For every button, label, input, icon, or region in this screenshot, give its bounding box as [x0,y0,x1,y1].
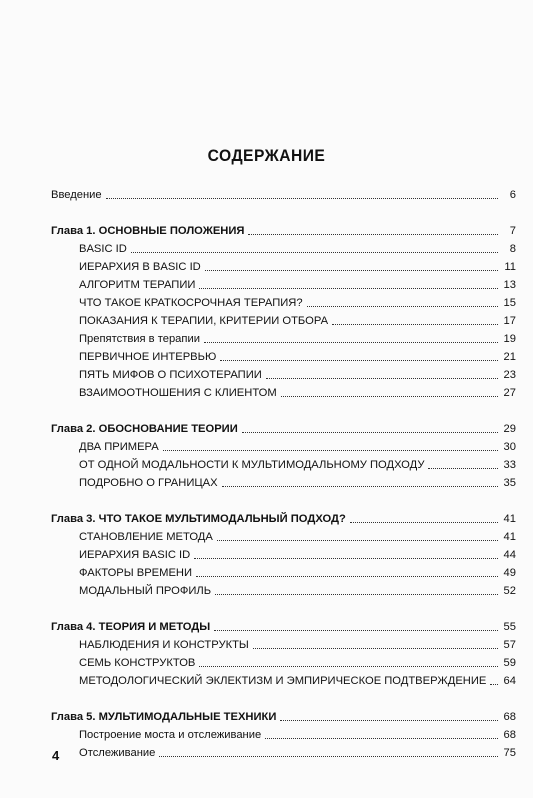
toc-entry-title: ЧТО ТАКОЕ КРАТКОСРОЧНАЯ ТЕРАПИЯ? [79,297,303,309]
toc-section-entry[interactable] [51,382,516,400]
toc-entry-page: 27 [503,387,516,399]
toc-spacer [51,688,516,706]
toc-entry-page: 68 [503,729,516,741]
dot-leader [490,684,498,685]
toc-entry-title: ДВА ПРИМЕРА [79,441,159,453]
toc-entry-title: ВЗАИМООТНОШЕНИЯ С КЛИЕНТОМ [79,387,277,399]
dot-leader [215,594,498,595]
toc-entry-title: ПЕРВИЧНОЕ ИНТЕРВЬЮ [79,351,217,363]
toc-section-entry[interactable] [51,436,516,454]
toc-section-entry[interactable] [51,742,516,760]
toc-entry-title: МОДАЛЬНЫЙ ПРОФИЛЬ [79,585,212,597]
toc-entry-title: ИЕРАРХИЯ В BASIC ID [79,261,201,273]
toc-entry-title: АЛГОРИТМ ТЕРАПИИ [79,279,196,291]
toc-entry-page: 64 [503,675,516,687]
toc-entry-page: 52 [503,585,516,597]
toc-entry-title: BASIC ID [79,243,127,255]
toc-entry-page: 19 [503,333,516,345]
toc-section-entry[interactable] [51,562,516,580]
toc-section-entry[interactable] [51,364,516,382]
toc-entry-title: ФАКТОРЫ ВРЕМЕНИ [79,567,193,579]
toc-chapter-entry[interactable] [51,616,516,634]
dot-leader [266,378,498,379]
toc-section-entry[interactable] [51,544,516,562]
toc-entry-title: ПОКАЗАНИЯ К ТЕРАПИИ, КРИТЕРИИ ОТБОРА [79,315,329,327]
toc-section-entry[interactable] [51,454,516,472]
toc-intro-entry[interactable] [51,184,516,202]
toc-section-entry[interactable] [51,238,516,256]
toc-entry-page: 23 [503,369,516,381]
toc-chapter-entry[interactable] [51,508,516,526]
toc-entry-page: 57 [503,639,516,651]
toc-entry-title: НАБЛЮДЕНИЯ И КОНСТРУКТЫ [79,639,249,651]
toc-section-entry[interactable] [51,310,516,328]
dot-leader [205,270,498,271]
dot-leader [220,360,498,361]
dot-leader [159,756,498,757]
toc-section-entry[interactable] [51,346,516,364]
toc-entry-title: Построение моста и отслеживание [79,729,262,741]
dot-leader [204,342,498,343]
dot-leader [307,306,498,307]
dot-leader [253,648,498,649]
dot-leader [428,468,498,469]
toc-section-entry[interactable] [51,526,516,544]
toc-spacer [51,490,516,508]
toc-section-entry[interactable] [51,256,516,274]
dot-leader [248,234,498,235]
toc-entry-page: 30 [503,441,516,453]
page-number: 4 [52,748,60,763]
toc-section-entry[interactable] [51,274,516,292]
toc-entry-title: СЕМЬ КОНСТРУКТОВ [79,657,196,669]
dot-leader [280,720,498,721]
toc-spacer [51,202,516,220]
toc-entry-title: Глава 2. ОБОСНОВАНИЕ ТЕОРИИ [51,423,238,435]
toc-section-entry[interactable] [51,724,516,742]
toc-entry-page: 75 [503,747,516,759]
toc-spacer [51,400,516,418]
dot-leader [217,540,498,541]
dot-leader [242,432,498,433]
toc-section-entry[interactable] [51,634,516,652]
toc-chapter-entry[interactable] [51,220,516,238]
toc-entry-page: 35 [503,477,516,489]
toc-entry-title: ПОДРОБНО О ГРАНИЦАХ [79,477,218,489]
toc-entry-title: СТАНОВЛЕНИЕ МЕТОДА [79,531,213,543]
toc-spacer [51,598,516,616]
toc-entry-title: ИЕРАРХИЯ BASIC ID [79,549,191,561]
toc-entry-title: Глава 1. ОСНОВНЫЕ ПОЛОЖЕНИЯ [51,225,245,237]
toc-entry-page: 33 [503,459,516,471]
toc-entry-page: 8 [509,243,516,255]
dot-leader [199,666,498,667]
toc-entry-page: 11 [504,261,516,273]
toc-section-entry[interactable] [51,652,516,670]
table-of-contents [51,184,516,760]
dot-leader [222,486,498,487]
toc-entry-page: 13 [503,279,516,291]
dot-leader [214,630,498,631]
toc-entry-page: 7 [509,225,516,237]
toc-entry-title: Введение [51,189,102,201]
toc-entry-title: Отслеживание [79,747,156,759]
toc-entry-title: Препятствия в терапии [79,333,200,345]
dot-leader [199,288,498,289]
toc-entry-page: 15 [503,297,516,309]
toc-entry-page: 6 [509,189,516,201]
dot-leader [194,558,498,559]
dot-leader [163,450,498,451]
toc-entry-page: 41 [503,513,516,525]
toc-entry-page: 29 [503,423,516,435]
toc-entry-page: 55 [503,621,516,633]
dot-leader [265,738,498,739]
toc-entry-title: Глава 3. ЧТО ТАКОЕ МУЛЬТИМОДАЛЬНЫЙ ПОДХОД? [51,513,346,525]
dot-leader [281,396,498,397]
toc-entry-page: 44 [503,549,516,561]
toc-entry-title: ОТ ОДНОЙ МОДАЛЬНОСТИ К МУЛЬТИМОДАЛЬНОМУ ПОДХОДУ [79,459,425,471]
toc-section-entry[interactable] [51,328,516,346]
toc-chapter-entry[interactable] [51,418,516,436]
dot-leader [106,198,498,199]
toc-chapter-entry[interactable] [51,706,516,724]
toc-entry-title: ПЯТЬ МИФОВ О ПСИХОТЕРАПИИ [79,369,262,381]
toc-entry-page: 17 [503,315,516,327]
page-title: СОДЕРЖАНИЕ [207,146,326,165]
toc-entry-page: 21 [503,351,516,363]
toc-entry-title: Глава 4. ТЕОРИЯ И МЕТОДЫ [51,621,211,633]
dot-leader [131,252,498,253]
toc-section-entry[interactable] [51,472,516,490]
toc-entry-page: 41 [503,531,516,543]
dot-leader [350,522,498,523]
toc-entry-page: 59 [503,657,516,669]
toc-entry-title: Глава 5. МУЛЬТИМОДАЛЬНЫЕ ТЕХНИКИ [51,711,277,723]
dot-leader [196,576,498,577]
toc-entry-page: 49 [503,567,516,579]
toc-entry-title: МЕТОДОЛОГИЧЕСКИЙ ЭКЛЕКТИЗМ И ЭМПИРИЧЕСКОЕ ПОДТВЕРЖДЕНИЕ [79,675,487,687]
toc-section-entry[interactable] [51,292,516,310]
toc-entry-page: 68 [503,711,516,723]
dot-leader [332,324,498,325]
toc-section-entry[interactable] [51,580,516,598]
toc-section-entry[interactable] [51,670,516,688]
